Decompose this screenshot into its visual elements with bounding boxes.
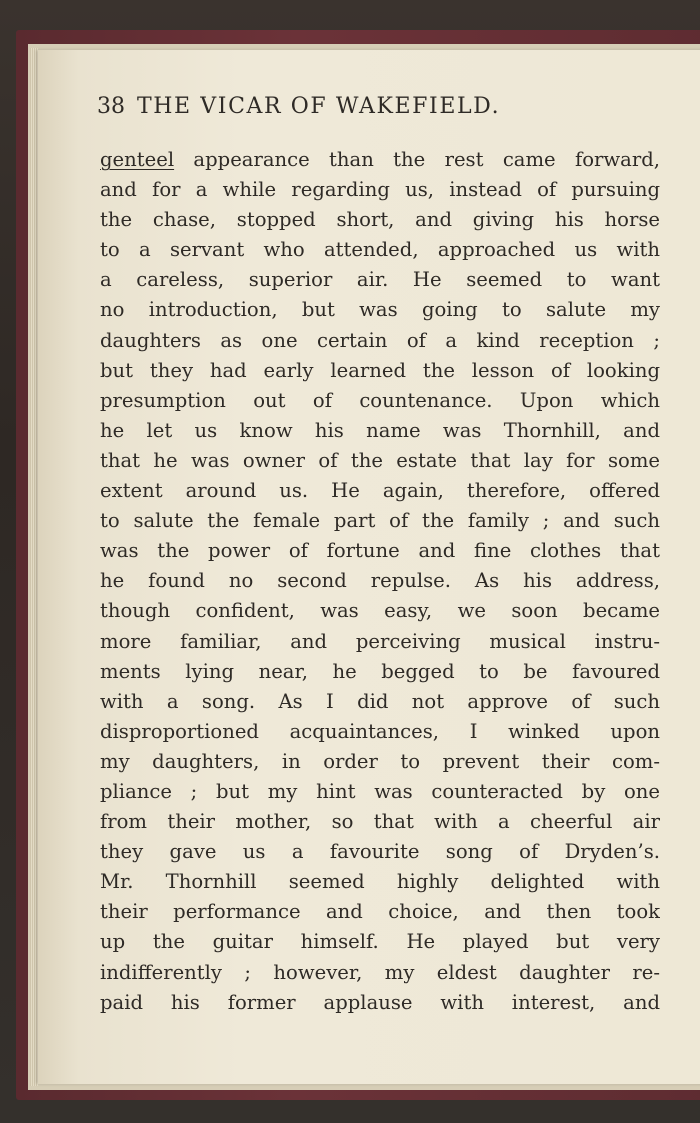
text-line: he found no second repulse. As his address, [100, 569, 660, 593]
text-line: disproportioned acquaintances, I winked upon [100, 719, 660, 743]
page-number: 38 [97, 94, 125, 119]
text-line: from their mother, so that with a cheerful air [100, 810, 660, 834]
text-line: the chase, stopped short, and giving his horse [100, 208, 660, 232]
page-header [97, 94, 500, 119]
text-line [100, 145, 660, 175]
text-line: they gave us a favourite song of Dryden’s. [100, 840, 660, 864]
text-line: was the power of fortune and fine clothes that [100, 539, 660, 563]
text-line: daughters as one certain of a kind reception ; [100, 328, 660, 352]
text-line: no introduction, but was going to salute my [100, 298, 660, 322]
text-line: up the guitar himself. He played but very [100, 930, 660, 954]
text-line: pliance ; but my hint was counteracted by one [100, 779, 660, 803]
body-text [100, 145, 660, 1018]
text-line: to salute the female part of the family ; and such [100, 509, 660, 533]
text-line: paid his former applause with interest, and [100, 990, 660, 1014]
text-line: extent around us. He again, therefore, offered [100, 479, 660, 503]
text-line: their performance and choice, and then took [100, 900, 660, 924]
text-line: he let us know his name was Thornhill, and [100, 418, 660, 442]
text-line: ments lying near, he begged to be favoured [100, 659, 660, 683]
text-line: indifferently ; however, my eldest daughter re- [100, 960, 660, 984]
text-line: to a servant who attended, approached us with [100, 238, 660, 262]
text-line-rest: appearance than the rest came forward, [174, 148, 660, 171]
text-line: my daughters, in order to prevent their com- [100, 749, 660, 773]
text-line: and for a while regarding us, instead of pursuing [100, 178, 660, 202]
text-line: a careless, superior air. He seemed to want [100, 268, 660, 292]
text-line: more familiar, and perceiving musical instru- [100, 629, 660, 653]
text-line: Mr. Thornhill seemed highly delighted with [100, 870, 660, 894]
running-title: THE VICAR OF WAKEFIELD. [137, 94, 501, 119]
text-line: presumption out of countenance. Upon which [100, 388, 660, 412]
page-edges [30, 48, 38, 1086]
text-line: but they had early learned the lesson of looking [100, 358, 660, 382]
text-line: with a song. As I did not approve of such [100, 689, 660, 713]
text-line: though confident, was easy, we soon became [100, 599, 660, 623]
text-line: that he was owner of the estate that lay for some [100, 448, 660, 472]
underlined-word: genteel [100, 148, 175, 171]
